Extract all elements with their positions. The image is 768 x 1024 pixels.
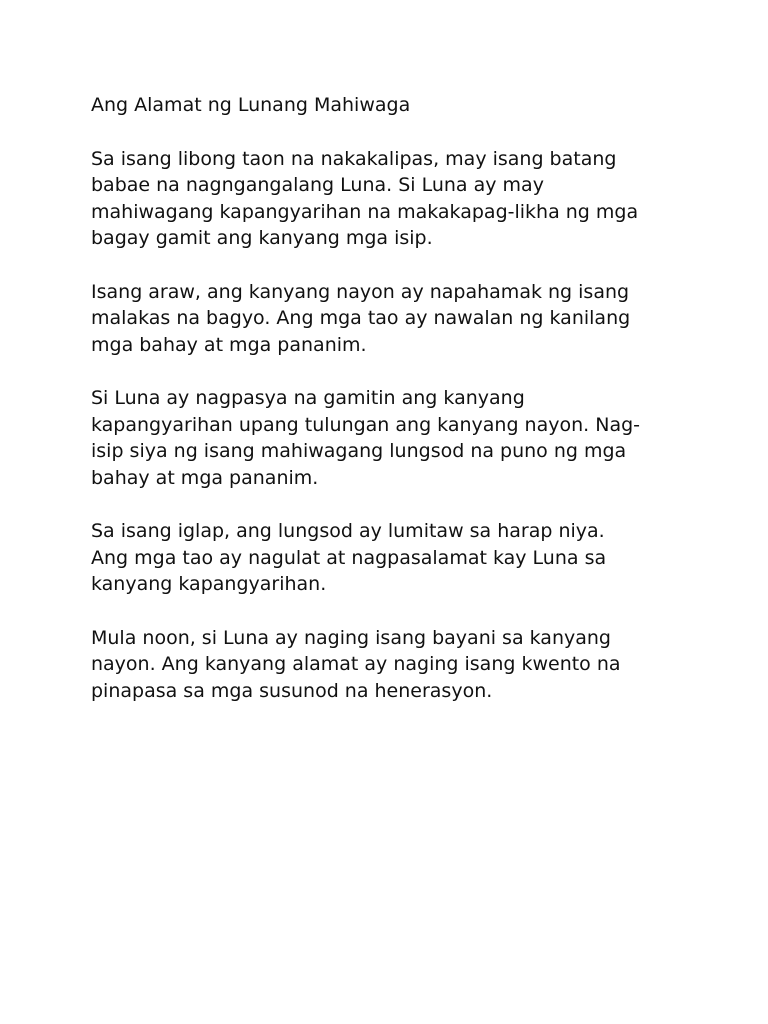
- paragraph-line: Mula noon, si Luna ay naging isang bayani sa kanyang: [91, 626, 611, 649]
- paragraph-line: mga bahay at mga pananim.: [91, 333, 367, 356]
- paragraph-line: Sa isang iglap, ang lungsod ay lumitaw sa harap niya.: [91, 520, 605, 542]
- paragraph-2: [91, 279, 691, 359]
- paragraph-line: Isang araw, ang kanyang nayon ay napahamak ng isang: [91, 280, 630, 303]
- paragraph-line: isip siya ng isang mahiwagang lungsod na puno ng mga: [91, 440, 627, 462]
- paragraph-line: babae na nagngangalang Luna. Si Luna ay may: [91, 174, 544, 196]
- paragraph-line: bahay at mga pananim.: [91, 466, 319, 489]
- paragraph-5: [91, 625, 691, 705]
- document-title: Ang Alamat ng Lunang Mahiwaga: [91, 94, 411, 116]
- paragraph-1: [91, 146, 691, 252]
- paragraph-line: malakas na bagyo. Ang mga tao ay nawalan ng kanilang: [91, 307, 631, 329]
- paragraph-line: Si Luna ay nagpasya na gamitin ang kanyang: [91, 387, 525, 409]
- paragraph-line: Sa isang libong taon na nakakalipas, may isang batang: [91, 147, 617, 170]
- paragraph-4: [91, 518, 691, 598]
- paragraph-3: [91, 385, 691, 491]
- paragraph-line: kapangyarihan upang tulungan ang kanyang nayon. Nag-: [91, 413, 641, 436]
- document-page: [91, 92, 691, 731]
- paragraph-line: pinapasa sa mga susunod na henerasyon.: [91, 679, 493, 702]
- paragraph-line: nayon. Ang kanyang alamat ay naging isang kwento na: [91, 653, 621, 675]
- paragraph-line: Ang mga tao ay nagulat at nagpasalamat kay Luna sa: [91, 546, 607, 569]
- paragraph-line: mahiwagang kapangyarihan na makakapag-likha ng mga: [91, 200, 639, 223]
- paragraph-line: kanyang kapangyarihan.: [91, 573, 327, 595]
- paragraph-line: bagay gamit ang kanyang mga isip.: [91, 227, 433, 249]
